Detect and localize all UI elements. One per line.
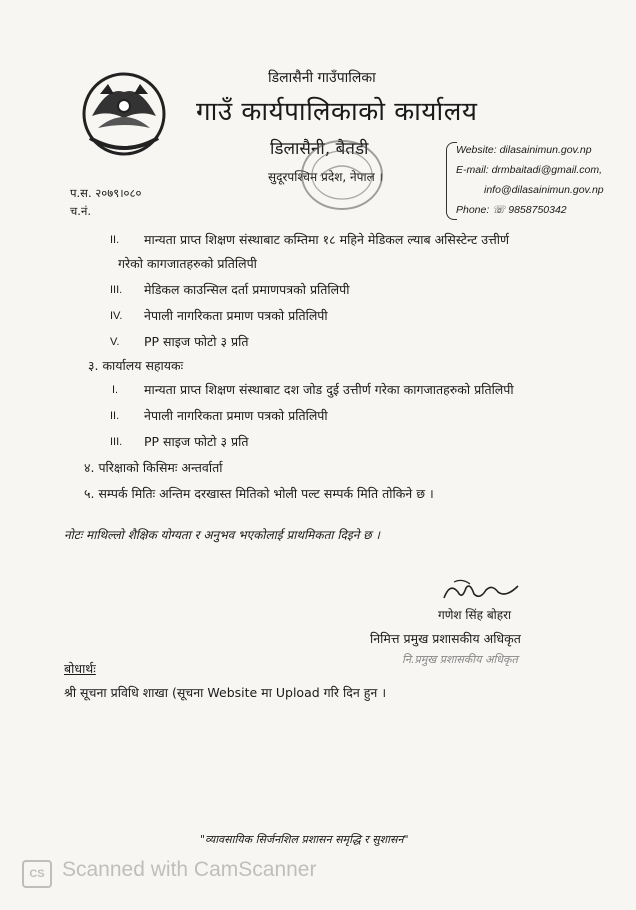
section-heading: ३. कार्यालय सहायकः <box>88 358 184 373</box>
list-item-number: IV. <box>110 310 123 322</box>
motto-text: "व्यावसायिक सिर्जनशिल प्रशासन समृद्धि र सुशासन" <box>200 833 409 846</box>
list-item: मान्यता प्राप्त शिक्षण संस्थाबाट दश जोड दुई उत्तीर्ण गरेका कागजातहरुको प्रतिलिपी <box>144 382 514 397</box>
municipality-name: डिलासैनी गाउँपालिका <box>268 70 376 86</box>
list-item: PP साइज फोटो ३ प्रति <box>144 334 249 349</box>
camscanner-watermark <box>22 858 402 890</box>
camscanner-logo-icon: CS <box>22 860 52 888</box>
district-name: डिलासैनी, बैतडी <box>270 139 369 159</box>
reference-number: प.स. २०७९।०८० <box>70 186 142 200</box>
dispatch-number: च.नं. <box>70 204 91 218</box>
list-item: PP साइज फोटो ३ प्रति <box>144 434 249 449</box>
list-item: मान्यता प्राप्त शिक्षण संस्थाबाट कम्तिमा १८ महिने मेडिकल ल्याब असिस्टेन्ट उत्तीर्ण <box>144 232 509 247</box>
bodharth-label: बोधार्थः <box>64 661 96 676</box>
list-item: मेडिकल काउन्सिल दर्ता प्रमाणपत्रको प्रतिलिपी <box>144 282 350 297</box>
contact-email-2: info@dilasainimun.gov.np <box>484 184 604 196</box>
signatory-title: निमित्त प्रमुख प्रशासकीय अधिकृत <box>370 631 521 646</box>
note-text: नोटः माथिल्लो शैक्षिक योग्यता र अनुभव भएकोलाई प्राथमिकता दिइने छ । <box>64 528 380 542</box>
contact-phone: Phone: ☏ 9858750342 <box>456 204 567 216</box>
contact-date: ५. सम्पर्क मितिः अन्तिम दरखास्त मितिको भोली पल्ट सम्पर्क मिति तोकिने छ । <box>84 486 434 501</box>
signature-icon <box>436 578 526 604</box>
contact-block <box>456 140 604 220</box>
contact-website: Website: dilasainimun.gov.np <box>456 144 592 156</box>
list-item: नेपाली नागरिकता प्रमाण पत्रको प्रतिलिपी <box>144 308 328 323</box>
office-name: गाउँ कार्यपालिकाको कार्यालय <box>196 97 478 127</box>
exam-type: ४. परिक्षाको किसिमः अन्तर्वार्ता <box>84 460 223 475</box>
list-item: नेपाली नागरिकता प्रमाण पत्रको प्रतिलिपी <box>144 408 328 423</box>
list-item-number: V. <box>110 336 120 348</box>
nepal-emblem-icon <box>78 66 170 162</box>
list-item-continued: गरेको कागजातहरुको प्रतिलिपी <box>118 256 257 271</box>
signatory-stamp: नि.प्रमुख प्रशासकीय अधिकृत <box>402 653 518 666</box>
office-stamp-icon <box>296 136 388 214</box>
camscanner-text: Scanned with CamScanner <box>62 858 317 881</box>
province-name: सुदूरपश्चिम प्रदेश, नेपाल । <box>268 170 384 184</box>
list-item-number: III. <box>110 284 123 296</box>
list-item-number: II. <box>110 410 120 422</box>
list-item-number: I. <box>112 384 119 396</box>
bodharth-line: श्री सूचना प्रविधि शाखा (सूचना Website मा Upload गरि दिन हुन । <box>64 685 387 700</box>
signatory-name: गणेश सिंह बोहरा <box>438 608 512 622</box>
list-item-number: III. <box>110 436 123 448</box>
list-item-number: II. <box>110 234 120 246</box>
contact-email: E-mail: drmbaitadi@gmail.com, <box>456 164 603 176</box>
